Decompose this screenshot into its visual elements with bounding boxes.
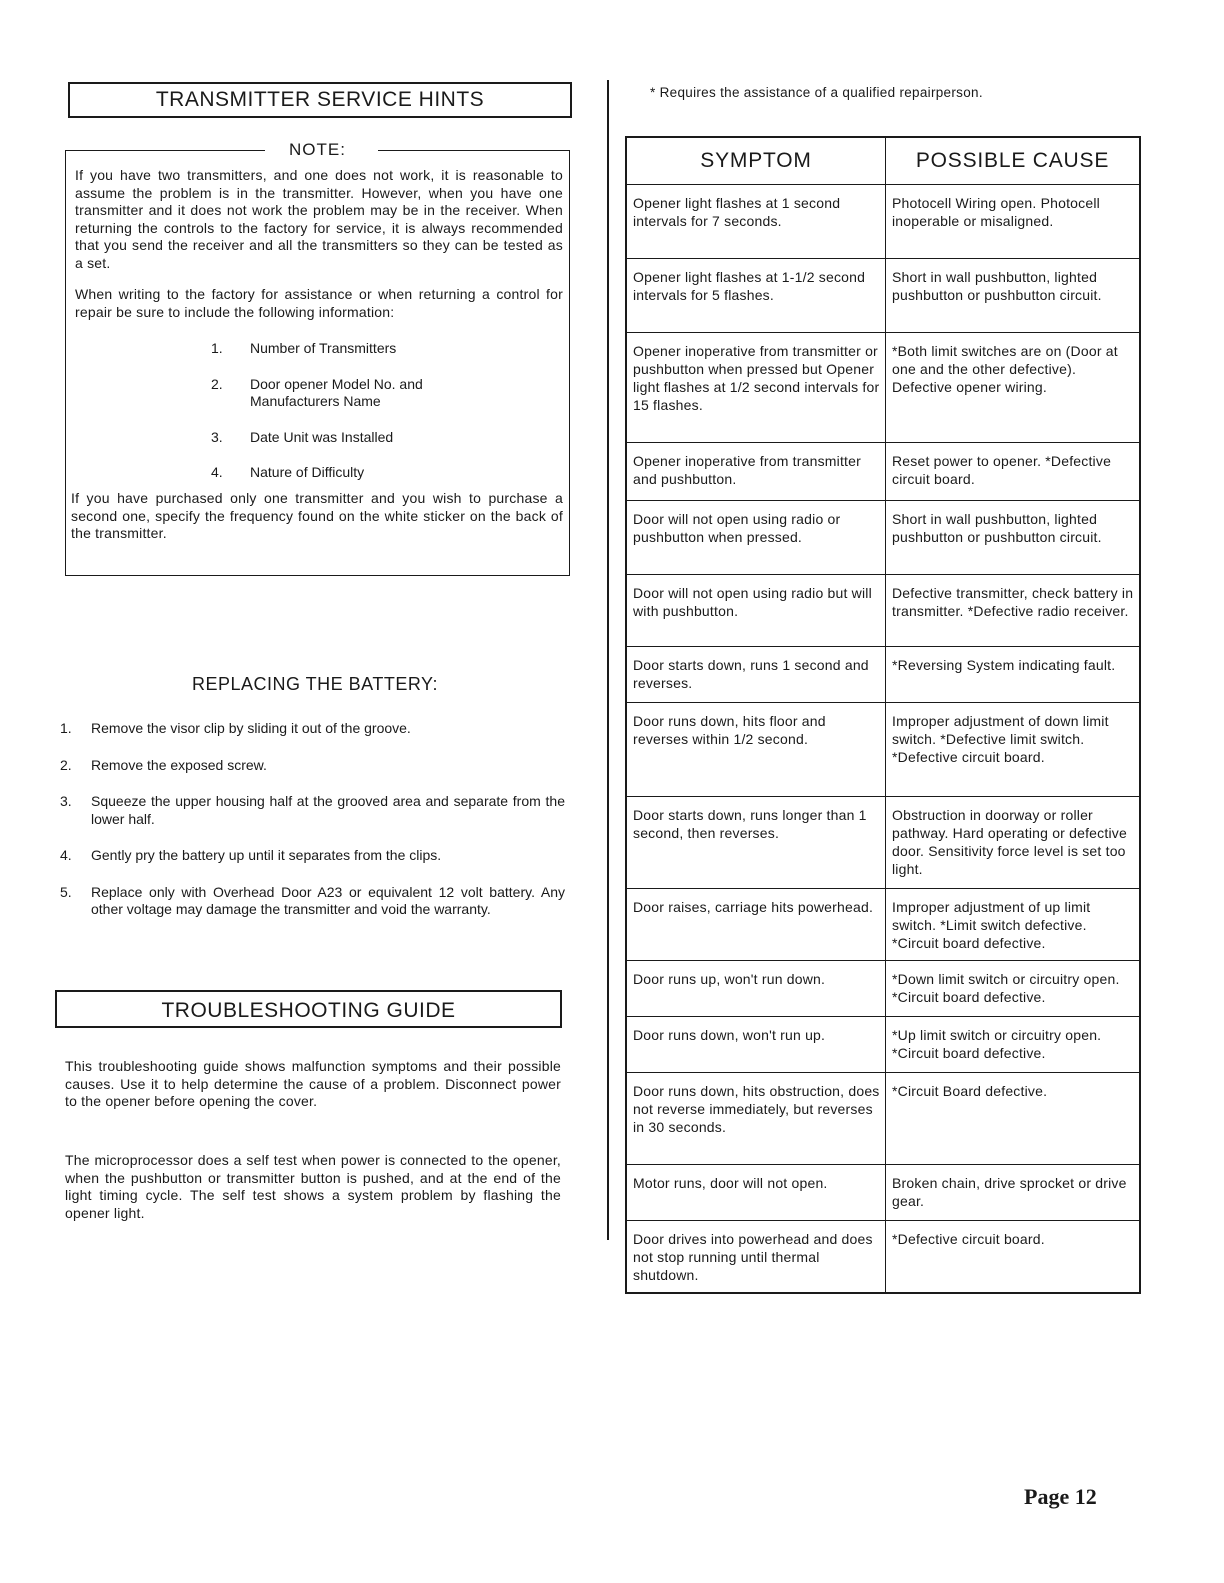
symptom-cell: Door will not open using radio or pushbutton when pressed. [626,501,886,575]
replacing-battery-heading: REPLACING THE BATTERY: [191,674,439,694]
note-box [65,140,570,576]
guide-intro-paragraph: This troubleshooting guide shows malfunction symptoms and their possible causes. Use it to help determine the cause of a problem. Disconnect power to the opener before opening the cover. [65,1058,561,1109]
requires-repairperson-note: * Requires the assistance of a qualified repairperson. [650,85,983,100]
step-number: 2. [60,756,72,773]
info-item-number: 2. [211,375,223,392]
possible-cause-header: POSSIBLE CAUSE [886,137,1141,185]
table-row [626,443,1140,501]
note-heading: NOTE: [289,140,346,159]
step-text: Replace only with Overhead Door A23 or equivalent 12 volt battery. Any other voltage may damage the transmitter and void the warranty. [91,883,565,917]
battery-step [60,847,565,865]
table-row [626,575,1140,647]
symptom-cell: Door runs down, hits obstruction, does not reverse immediately, but reverses in 30 seconds. [626,1073,886,1165]
battery-step [60,720,565,738]
table-row [626,797,1140,889]
info-item-number: 3. [211,428,223,445]
cause-cell: Reset power to opener. *Defective circuit board. [886,443,1141,501]
cause-cell: Photocell Wiring open. Photocell inoperable or misaligned. [886,185,1141,259]
symptom-cell: Door will not open using radio but will with pushbutton. [626,575,886,647]
info-item [211,464,541,482]
transmitter-service-hints-title: TRANSMITTER SERVICE HINTS [68,82,572,118]
symptom-cell: Door raises, carriage hits powerhead. [626,889,886,961]
cause-cell: Obstruction in doorway or roller pathway. Hard operating or defective door. Sensitivity force level is set too light. [886,797,1141,889]
info-item-number: 4. [211,464,223,480]
info-item [211,429,541,447]
table-header-row [626,137,1140,185]
troubleshooting-guide-title: TROUBLESHOOTING GUIDE [55,990,562,1028]
info-item-text: Door opener Model No. and Manufacturers Name [250,375,423,409]
step-text: Remove the exposed screw. [91,756,267,773]
cause-cell: Broken chain, drive sprocket or drive gear. [886,1165,1141,1221]
cause-cell: *Circuit Board defective. [886,1073,1141,1165]
symptom-cell: Door drives into powerhead and does not stop running until thermal shutdown. [626,1221,886,1293]
table-row [626,1017,1140,1073]
symptom-cell: Opener light flashes at 1-1/2 second intervals for 5 flashes. [626,259,886,333]
cause-cell: Short in wall pushbutton, lighted pushbutton or pushbutton circuit. [886,259,1141,333]
table-row [626,647,1140,703]
table-row [626,1165,1140,1221]
self-test-paragraph: The microprocessor does a self test when power is connected to the opener, when the pushbutton or transmitter button is pushed, and at the end of the light timing cycle. The self test shows a system problem by flashing the opener light. [65,1152,561,1221]
note-paragraph-2: When writing to the factory for assistance or when returning a control for repair be sure to include the following information: [75,286,563,320]
cause-cell: *Both limit switches are on (Door at one and the other defective). Defective opener wiring. [886,333,1141,443]
step-text: Remove the visor clip by sliding it out of the groove. [91,720,411,736]
info-item-text: Number of Transmitters [250,340,397,356]
battery-step [60,757,565,775]
symptom-cell: Door starts down, runs 1 second and reverses. [626,647,886,703]
step-number: 1. [60,720,72,736]
cause-cell: Improper adjustment of down limit switch. *Defective limit switch. *Defective circuit board. [886,703,1141,797]
note-paragraph-1: If you have two transmitters, and one does not work, it is reasonable to assume the problem is in the transmitter. However, when you have one transmitter and it does not work the problem may be in the receiver. When returning the controls to the factory for service, it is always recommended that you send the receiver and all the transmitters so they can be tested as a set. [75,167,563,271]
info-item [211,376,541,411]
step-text: Gently pry the battery up until it separates from the clips. [91,847,442,863]
troubleshooting-table [625,136,1141,1294]
step-text: Squeeze the upper housing half at the grooved area and separate from the lower half. [91,793,565,827]
symptom-header: SYMPTOM [626,137,886,185]
symptom-cell: Door runs up, won't run down. [626,961,886,1017]
info-item [211,340,541,358]
symptom-cell: Door starts down, runs longer than 1 second, then reverses. [626,797,886,889]
info-item-text: Nature of Difficulty [250,464,365,480]
symptom-cell: Opener inoperative from transmitter or pushbutton when pressed but Opener light flashes at 1/2 second intervals for 15 flashes. [626,333,886,443]
table-row [626,333,1140,443]
cause-cell: *Reversing System indicating fault. [886,647,1141,703]
symptom-cell: Motor runs, door will not open. [626,1165,886,1221]
table-row [626,703,1140,797]
cause-cell: Improper adjustment of up limit switch. *Limit switch defective. *Circuit board defective. [886,889,1141,961]
step-number: 5. [60,883,72,900]
column-divider [607,80,609,1240]
table-row [626,185,1140,259]
cause-cell: *Up limit switch or circuitry open. *Circuit board defective. [886,1017,1141,1073]
info-item-text: Date Unit was Installed [250,428,394,445]
symptom-cell: Door runs down, hits floor and reverses within 1/2 second. [626,703,886,797]
table-row [626,889,1140,961]
symptom-cell: Opener inoperative from transmitter and pushbutton. [626,443,886,501]
cause-cell: *Down limit switch or circuitry open. *Circuit board defective. [886,961,1141,1017]
page-number: Page 12 [1024,1484,1097,1509]
symptom-cell: Door runs down, won't run up. [626,1017,886,1073]
step-number: 4. [60,847,72,863]
cause-cell: Defective transmitter, check battery in transmitter. *Defective radio receiver. [886,575,1141,647]
info-item-number: 1. [211,340,223,356]
table-row [626,259,1140,333]
table-row [626,1221,1140,1293]
battery-steps [60,720,565,938]
cause-cell: *Defective circuit board. [886,1221,1141,1293]
battery-step [60,884,565,919]
cause-cell: Short in wall pushbutton, lighted pushbutton or pushbutton circuit. [886,501,1141,575]
table-row [626,501,1140,575]
step-number: 3. [60,793,72,809]
symptom-cell: Opener light flashes at 1 second intervals for 7 seconds. [626,185,886,259]
table-row [626,1073,1140,1165]
note-paragraph-3: If you have purchased only one transmitter and you wish to purchase a second one, specify the frequency found on the white sticker on the back of the transmitter. [71,490,563,541]
info-list [211,340,541,500]
battery-step [60,793,565,828]
table-row [626,961,1140,1017]
